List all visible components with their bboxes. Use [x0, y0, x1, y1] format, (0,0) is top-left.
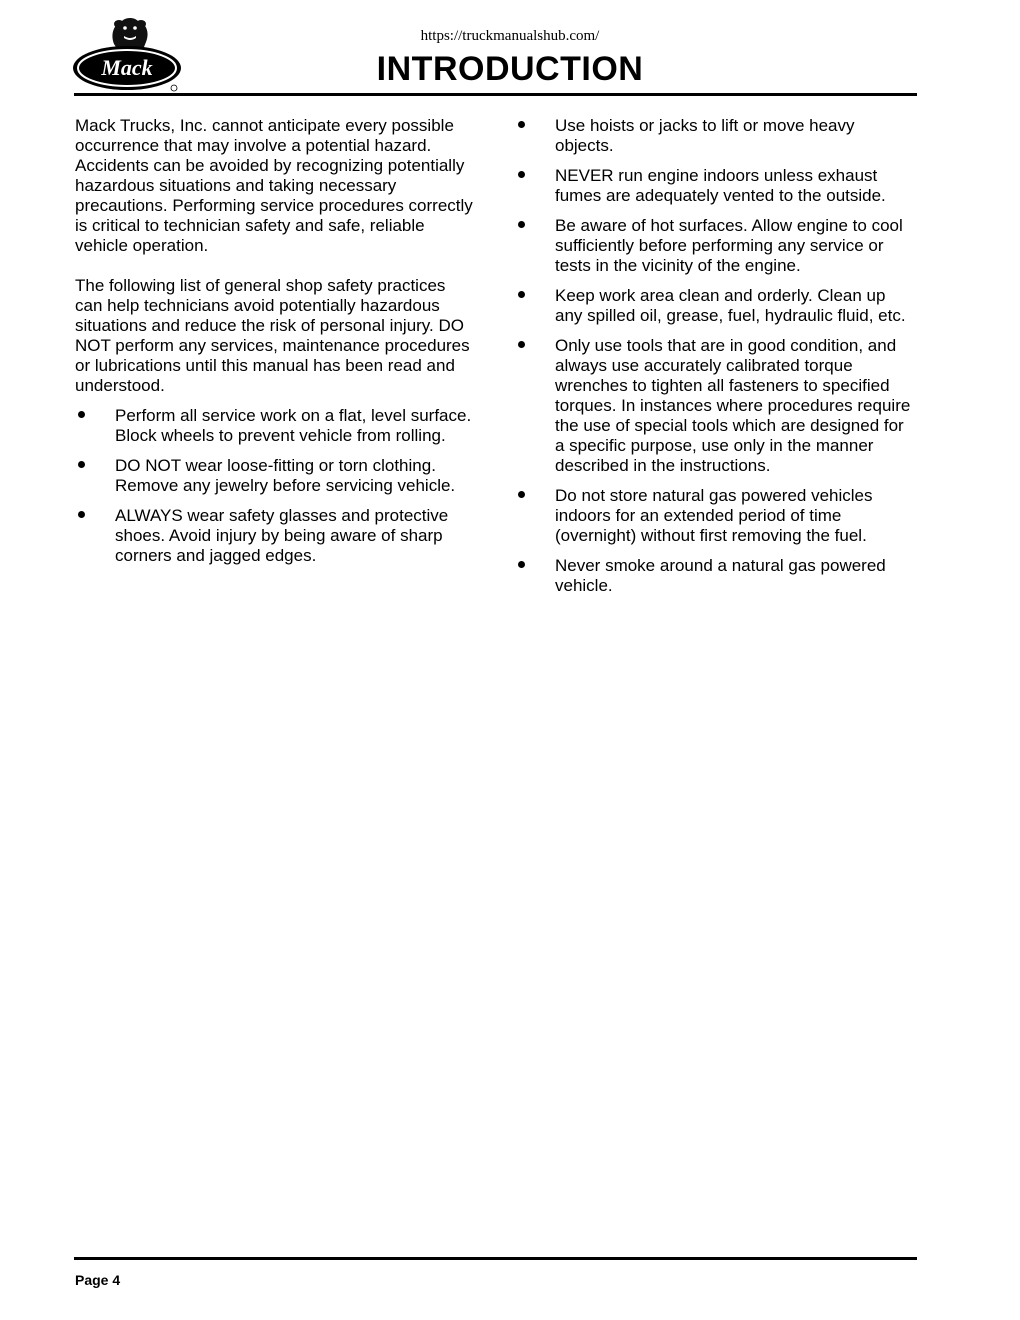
page-number: Page 4	[75, 1272, 121, 1288]
list-item-text: DO NOT wear loose-fitting or torn clothing. Remove any jewelry before servicing vehicle.	[115, 456, 456, 495]
list-item	[515, 166, 917, 206]
list-item-text: Never smoke around a natural gas powered vehicle.	[555, 556, 886, 595]
bullet-icon	[518, 221, 525, 228]
list-item	[515, 486, 917, 546]
list-item-text: Only use tools that are in good condition, and always use accurately calibrated torque wrenches to tighten all fasteners to specified torques. In instances where procedures require the use of special tools which are designed for a specific purpose, use only in the manner described in the instructions.	[555, 336, 911, 475]
logo-wordmark: Mack	[101, 55, 153, 80]
intro-paragraph-1: Mack Trucks, Inc. cannot anticipate every possible occurrence that may involve a potential hazard. Accidents can be avoided by recognizing potentially hazardous situations and taking necessary precautions. Performing service procedures correctly is critical to technician safety and safe, reliable vehicle operation.	[75, 116, 473, 255]
intro-paragraph-2: The following list of general shop safety practices can help technicians avoid potentially hazardous situations and reduce the risk of personal injury. DO NOT perform any services, maintenance procedures or lubrications until this manual has been read and understood.	[75, 276, 470, 395]
list-item	[515, 336, 917, 476]
bullet-icon	[518, 341, 525, 348]
bullet-icon	[78, 411, 85, 418]
list-item-text: Do not store natural gas powered vehicles indoors for an extended period of time (overnight) without first removing the fuel.	[555, 486, 873, 545]
source-url: https://truckmanualshub.com/	[420, 28, 600, 44]
list-item	[515, 556, 917, 596]
list-item	[75, 406, 475, 446]
list-item	[515, 216, 917, 276]
left-safety-list	[75, 406, 475, 566]
list-item-text: Use hoists or jacks to lift or move heavy objects.	[555, 116, 855, 155]
bullet-icon	[518, 561, 525, 568]
footer-divider	[74, 1257, 917, 1260]
list-item-text: ALWAYS wear safety glasses and protective shoes. Avoid injury by being aware of sharp corners and jagged edges.	[115, 506, 449, 565]
list-item	[515, 116, 917, 156]
list-item	[515, 286, 917, 326]
bullet-icon	[78, 511, 85, 518]
header-divider	[74, 93, 917, 96]
bullet-icon	[78, 461, 85, 468]
bullet-icon	[518, 291, 525, 298]
list-item-text: Be aware of hot surfaces. Allow engine to cool sufficiently before performing any service or tests in the vicinity of the engine.	[555, 216, 903, 275]
bullet-icon	[518, 491, 525, 498]
left-column	[75, 116, 475, 576]
list-item-text: NEVER run engine indoors unless exhaust fumes are adequately vented to the outside.	[555, 166, 886, 205]
page-title: INTRODUCTION	[376, 50, 644, 88]
right-safety-list	[515, 116, 917, 596]
list-item	[75, 456, 475, 496]
right-column	[515, 116, 917, 606]
bullet-icon	[518, 121, 525, 128]
list-item	[75, 506, 475, 566]
list-item-text: Keep work area clean and orderly. Clean up any spilled oil, grease, fuel, hydraulic fluid, etc.	[555, 286, 906, 325]
bullet-icon	[518, 171, 525, 178]
list-item-text: Perform all service work on a flat, level surface. Block wheels to prevent vehicle from rolling.	[115, 406, 472, 445]
